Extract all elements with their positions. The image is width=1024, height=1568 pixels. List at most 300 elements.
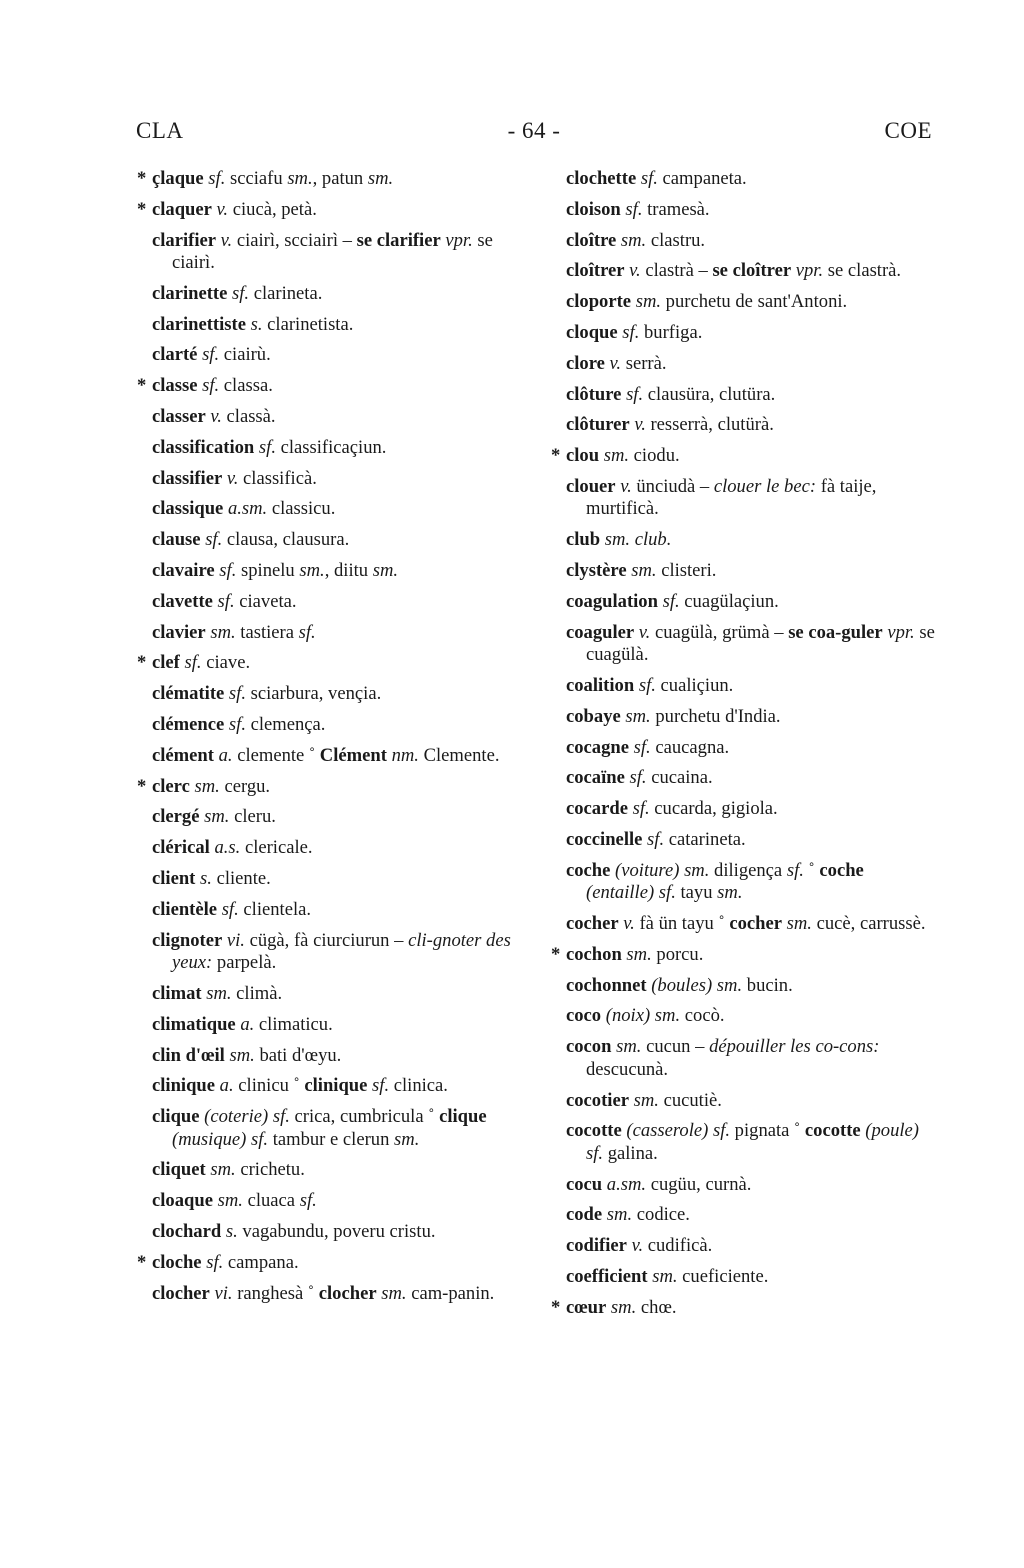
headword: claquer (152, 198, 212, 220)
grammar-label: sf. (657, 590, 680, 612)
dictionary-entry (152, 1045, 524, 1068)
grammar-label: (musique) sf. (172, 1128, 269, 1150)
dictionary-entry (137, 775, 524, 799)
grammar-label: sm. (201, 982, 232, 1004)
headword: classer (152, 406, 206, 428)
translation: ciodu. (629, 445, 680, 467)
dictionary-entry (152, 930, 524, 975)
headword: se clarifier (356, 229, 441, 251)
grammar-label: sm. club. (600, 529, 672, 551)
headword: clavette (152, 590, 213, 612)
dictionary-entry (137, 1251, 524, 1275)
dictionary-entry (566, 291, 936, 314)
translation: campaneta. (657, 168, 747, 189)
grammar-label: sf. (621, 383, 644, 405)
headword: çlaque (152, 168, 204, 189)
translation: tastiera (235, 621, 299, 643)
asterisk-marker: * (137, 775, 147, 797)
grammar-label: v. (205, 406, 222, 428)
dictionary-entry (566, 767, 936, 790)
dictionary-entry (566, 414, 936, 437)
headword: clique (152, 1106, 200, 1128)
dictionary-entry (152, 560, 524, 583)
grammar-label: (casserole) sf. (621, 1120, 731, 1142)
translation: parpelà. (212, 952, 277, 974)
headword: classifier (152, 467, 223, 489)
dictionary-entry (152, 745, 524, 768)
grammar-label: sf. (636, 168, 658, 189)
translation: se clastrà. (823, 260, 902, 282)
headword: clément (152, 744, 214, 766)
headword: clôture (566, 383, 622, 405)
headword: cocotte (566, 1120, 622, 1142)
grammar-label: sf. (224, 714, 246, 736)
grammar-label: sm. (606, 1296, 637, 1318)
headword: clique (439, 1106, 487, 1128)
translation: clinica. (389, 1075, 448, 1097)
translation: , diitu (324, 560, 373, 582)
translation: classà. (221, 406, 276, 428)
asterisk-marker: * (137, 168, 147, 189)
dictionary-entry (551, 445, 936, 468)
grammar-label: s. (245, 313, 263, 335)
translation: cliente. (211, 868, 271, 890)
grammar-label: sf. (201, 1251, 224, 1273)
asterisk-marker: * (551, 1296, 561, 1318)
grammar-label: (poule) sf. (586, 1120, 919, 1164)
headword: coco (566, 1005, 602, 1027)
translation: codice. (632, 1204, 690, 1226)
headword: cocotte (804, 1120, 861, 1142)
grammar-label: clouer le bec: (713, 475, 817, 497)
dictionary-entry (152, 868, 524, 891)
grammar-label: sm. (287, 168, 313, 189)
headword: Clément (319, 744, 387, 766)
grammar-label: nm. (386, 744, 419, 766)
grammar-label: sf. (212, 590, 235, 612)
headword: cocher (566, 913, 619, 935)
dictionary-entry (137, 375, 524, 398)
asterisk-marker: * (137, 1251, 147, 1273)
grammar-label: sf. (200, 529, 223, 551)
dictionary-entry (152, 437, 524, 460)
translation: crichetu. (235, 1159, 305, 1181)
grammar-label: a.sm. (602, 1173, 647, 1195)
dictionary-entry (566, 1235, 936, 1258)
headword: cochon (566, 943, 622, 965)
translation: clausüra, clutüra. (643, 383, 776, 405)
dictionary-entry (566, 913, 936, 936)
grammar-label: sm. (620, 705, 651, 727)
dictionary-entry (566, 260, 936, 283)
translation: catarineta. (664, 828, 746, 850)
grammar-label: vi. (209, 1282, 233, 1304)
headword: se cloîtrer (712, 260, 792, 282)
grammar-label: sm. (367, 168, 394, 189)
headword: clavaire (152, 560, 215, 582)
translation: classificà. (238, 467, 317, 489)
grammar-label: sm. (647, 1266, 678, 1287)
translation: descucunà. (586, 1058, 669, 1080)
dictionary-entry (152, 714, 524, 737)
headword: cocagne (566, 736, 629, 758)
translation: bati d'œyu. (254, 1044, 342, 1066)
headword: cocotier (566, 1089, 629, 1111)
grammar-label: sf. (627, 798, 650, 820)
translation: ünciudà – (631, 475, 714, 497)
header-first-word: CLA (136, 118, 184, 143)
headword: coalition (566, 674, 635, 696)
grammar-label: v. (222, 467, 239, 489)
translation: cucutiè. (658, 1089, 722, 1111)
grammar-label: sm. (626, 560, 657, 582)
dictionary-entry (566, 1174, 936, 1197)
dictionary-entry (152, 683, 524, 706)
translation: classa. (219, 375, 273, 397)
grammar-label: sf. (214, 560, 237, 582)
translation: caucagna. (650, 736, 730, 758)
headword: clocher (318, 1282, 377, 1304)
grammar-label: a. (235, 1013, 255, 1035)
right-column (551, 168, 936, 1328)
grammar-label: vpr. (440, 229, 473, 251)
translation: tramesà. (642, 198, 710, 220)
asterisk-marker: * (137, 652, 147, 674)
headword: coaguler (566, 621, 635, 643)
grammar-label: a. (215, 1075, 234, 1097)
translation: clericale. (240, 837, 313, 859)
headword: cobaye (566, 705, 621, 727)
asterisk-marker: * (137, 375, 147, 397)
headword: clientèle (152, 898, 218, 920)
translation: clisteri. (656, 560, 717, 582)
translation: cugüu, curnà. (646, 1173, 752, 1195)
translation: clarineta. (249, 282, 323, 304)
translation: cuagülaçiun. (679, 590, 779, 612)
dictionary-entry (566, 168, 936, 191)
dictionary-entry (152, 529, 524, 552)
headword: cocarde (566, 798, 628, 820)
translation: resserrà, clutürà. (645, 414, 774, 436)
headword: clarifier (152, 229, 216, 251)
grammar-label: sf. (624, 767, 647, 789)
headword: clignoter (152, 929, 223, 951)
grammar-label: sm. (394, 1128, 420, 1150)
grammar-label: v. (629, 414, 646, 436)
translation: sciarbura, vençia. (245, 683, 382, 705)
grammar-label: sf. (197, 375, 220, 397)
headword: clavier (152, 621, 206, 643)
dictionary-entry (137, 198, 524, 222)
headword: cloaque (152, 1190, 213, 1212)
translation: crica, cumbricula ˚ (289, 1106, 440, 1128)
headword: clouer (566, 475, 616, 497)
grammar-label: sm. (717, 882, 743, 904)
headword: cloche (152, 1251, 202, 1273)
headword: clause (152, 529, 201, 551)
translation: cucè, carrussè. (811, 913, 926, 935)
grammar-label: sm. (299, 560, 325, 582)
grammar-label: sm. (611, 1036, 642, 1058)
grammar-label: (entaille) sf. (586, 882, 676, 904)
dictionary-entry (566, 199, 936, 222)
grammar-label: sm. (628, 1089, 659, 1111)
headword: se coa-guler (788, 621, 883, 643)
translation: serrà. (621, 352, 667, 374)
page-number: - 64 - (507, 118, 561, 143)
translation: clausa, clausura. (222, 529, 350, 551)
translation: Clemente. (418, 744, 500, 766)
grammar-label: cli-gnoter des yeux: (172, 929, 511, 974)
dictionary-entry (152, 1221, 524, 1244)
translation: fà taije, murtificà. (586, 475, 877, 520)
dictionary-entry (566, 975, 936, 998)
asterisk-marker: * (551, 943, 561, 965)
headword: coagulation (566, 590, 658, 612)
grammar-label: v. (211, 198, 229, 220)
grammar-label: (coterie) sf. (199, 1106, 290, 1128)
headword: clystère (566, 560, 627, 582)
headword: clore (566, 352, 605, 374)
dictionary-entry (551, 1296, 936, 1320)
headword: clarté (152, 344, 198, 366)
headword: climat (152, 982, 202, 1004)
dictionary-entry (566, 706, 936, 729)
grammar-label: v. (624, 260, 641, 282)
translation: scciafu (225, 168, 288, 189)
dictionary-entry (152, 837, 524, 860)
headword: coccinelle (566, 828, 643, 850)
headword: cloîtrer (566, 260, 625, 282)
dictionary-entry (566, 1266, 936, 1289)
grammar-label: sm. (224, 1044, 255, 1066)
page-header (136, 118, 932, 148)
dictionary-entry (152, 406, 524, 429)
translation: cucarda, gigiola. (649, 798, 778, 820)
headword: coche (566, 859, 611, 881)
dictionary-entry (566, 1120, 936, 1165)
translation: clemente ˚ (232, 744, 320, 766)
translation: cucun – (641, 1036, 710, 1058)
dictionary-entry (137, 168, 524, 191)
headword: clinique (304, 1075, 368, 1097)
grammar-label: sf. (197, 344, 220, 366)
translation: diligença (709, 859, 787, 881)
translation: , patun (312, 168, 368, 189)
translation: cucaina. (646, 767, 713, 789)
headword: cocher (729, 913, 782, 935)
grammar-label: sm. (631, 291, 662, 313)
translation: cluaca (242, 1190, 300, 1212)
translation: se ciairì. (172, 229, 493, 274)
translation: chœ. (636, 1296, 677, 1318)
grammar-label: sf. (298, 621, 316, 643)
dictionary-entry (152, 806, 524, 829)
translation: cocò. (680, 1005, 725, 1027)
grammar-label: sm. (199, 806, 230, 828)
dictionary-entry (566, 353, 936, 376)
translation: ˚ (803, 859, 820, 881)
headword: clarinettiste (152, 313, 246, 335)
grammar-label: dépouiller les co-cons: (709, 1036, 880, 1058)
translation: cudificà. (643, 1235, 713, 1257)
translation: purchetu de sant'Antoni. (661, 291, 848, 313)
grammar-label: sf. (629, 736, 651, 758)
translation: fà ün tayu ˚ (634, 913, 730, 935)
grammar-label: sf. (217, 898, 239, 920)
translation: cügà, fà ciurciurun – (244, 929, 409, 951)
translation: burfiga. (639, 321, 703, 343)
grammar-label: a.sm. (223, 498, 268, 520)
dictionary-entry (566, 1005, 936, 1028)
headword: climatique (152, 1013, 236, 1035)
dictionary-entry (152, 468, 524, 491)
grammar-label: v. (618, 913, 635, 935)
dictionary-entry (566, 1204, 936, 1227)
grammar-label: sf. (367, 1075, 390, 1097)
dictionary-entry (551, 943, 936, 967)
translation: ciaveta. (234, 590, 297, 612)
dictionary-entry (566, 860, 936, 905)
translation: spinelu (236, 560, 300, 582)
translation: climà. (231, 982, 283, 1004)
dictionary-entry (152, 591, 524, 614)
grammar-label: sm. (372, 560, 399, 582)
dictionary-entry (152, 283, 524, 306)
translation: clarinetista. (262, 313, 354, 335)
translation: ciairù. (219, 344, 271, 366)
dictionary-entry (566, 230, 936, 253)
headword: club (566, 529, 601, 551)
grammar-label: sf. (620, 198, 643, 220)
dictionary-entry (566, 1036, 936, 1081)
headword: cochonnet (566, 974, 647, 996)
dictionary-entry (566, 829, 936, 852)
translation: clemença. (245, 714, 326, 736)
headword: clôturer (566, 414, 630, 436)
headword: codifier (566, 1235, 627, 1257)
grammar-label: vpr. (882, 621, 915, 643)
translation: vagabundu, poveru cristu. (237, 1221, 436, 1242)
dictionary-entry (152, 230, 524, 275)
headword: code (566, 1204, 603, 1226)
grammar-label: sf. (224, 683, 246, 705)
grammar-label: s. (221, 1221, 238, 1242)
grammar-label: sf. (299, 1190, 317, 1212)
translation: cergu. (219, 775, 271, 797)
grammar-label: s. (195, 868, 212, 890)
translation: classificaçiun. (275, 436, 387, 458)
grammar-label: sf. (227, 282, 250, 304)
dictionary-entry (566, 322, 936, 345)
translation: clastrà – (640, 260, 713, 282)
asterisk-marker: * (551, 445, 561, 467)
headword: coefficient (566, 1266, 648, 1287)
dictionary-entry (152, 344, 524, 367)
grammar-label: (boules) sm. (646, 974, 743, 996)
dictionary-entry (152, 899, 524, 922)
dictionary-entry (152, 1190, 524, 1213)
translation: ciucà, petà. (228, 198, 317, 220)
dictionary-entry (566, 622, 936, 667)
headword: classification (152, 436, 255, 458)
translation: campana. (223, 1251, 299, 1273)
translation: cam-panin. (406, 1282, 495, 1304)
dictionary-entry (152, 498, 524, 521)
dictionary-entry (152, 1283, 524, 1306)
dictionary-entry (566, 798, 936, 821)
grammar-label: sm. (212, 1190, 243, 1212)
grammar-label: sm. (602, 1204, 633, 1226)
dictionary-entry (152, 314, 524, 337)
dictionary-entry (566, 675, 936, 698)
headword: clou (566, 445, 600, 467)
headword: clématite (152, 683, 225, 705)
translation: cleru. (229, 806, 276, 828)
translation: galina. (603, 1142, 658, 1164)
grammar-label: sm. (376, 1282, 407, 1304)
translation: clientela. (238, 898, 312, 920)
translation: pignata ˚ (730, 1120, 805, 1142)
grammar-label: sf. (642, 828, 665, 850)
dictionary-entry (566, 560, 936, 583)
headword: cocu (566, 1173, 603, 1195)
dictionary-entry (152, 1014, 524, 1037)
headword: clochette (566, 168, 637, 189)
headword: clérical (152, 837, 210, 859)
translation: bucin. (742, 974, 793, 996)
grammar-label: sm. (599, 445, 630, 467)
translation: purchetu d'India. (650, 705, 781, 727)
translation: classicu. (267, 498, 336, 520)
headword: clef (152, 652, 180, 674)
dictionary-entry (152, 983, 524, 1006)
headword: clocher (152, 1282, 210, 1304)
headword: clin d'œil (152, 1044, 225, 1066)
grammar-label: sm. (189, 775, 220, 797)
dictionary-entry (566, 476, 936, 521)
grammar-label: (noix) sm. (601, 1005, 681, 1027)
grammar-label: sf. (179, 652, 202, 674)
translation: ranghesà ˚ (232, 1282, 319, 1304)
grammar-label: v. (634, 621, 651, 643)
dictionary-entry (566, 591, 936, 614)
dictionary-entry (152, 1159, 524, 1182)
grammar-label: sf. (203, 168, 226, 189)
headword: clerc (152, 775, 190, 797)
grammar-label: v. (626, 1235, 644, 1257)
headword: clochard (152, 1221, 222, 1242)
dictionary-entry (137, 652, 524, 675)
headword: cliquet (152, 1159, 206, 1181)
headword: client (152, 868, 196, 890)
headword: cocaïne (566, 767, 625, 789)
headword: clémence (152, 714, 225, 736)
headword: cocon (566, 1036, 612, 1058)
headword: classique (152, 498, 224, 520)
grammar-label: sf. (254, 436, 276, 458)
translation: tambur e clerun (268, 1128, 395, 1150)
translation: se cuagülà. (586, 621, 935, 666)
translation: cuagülà, grümà – (650, 621, 789, 643)
grammar-label: sf. (617, 321, 640, 343)
dictionary-entry (566, 529, 936, 552)
translation: cueficiente. (677, 1266, 769, 1287)
dictionary-entry (566, 384, 936, 407)
headword: clergé (152, 806, 200, 828)
dictionary-entry (152, 1106, 524, 1151)
asterisk-marker: * (137, 198, 147, 220)
